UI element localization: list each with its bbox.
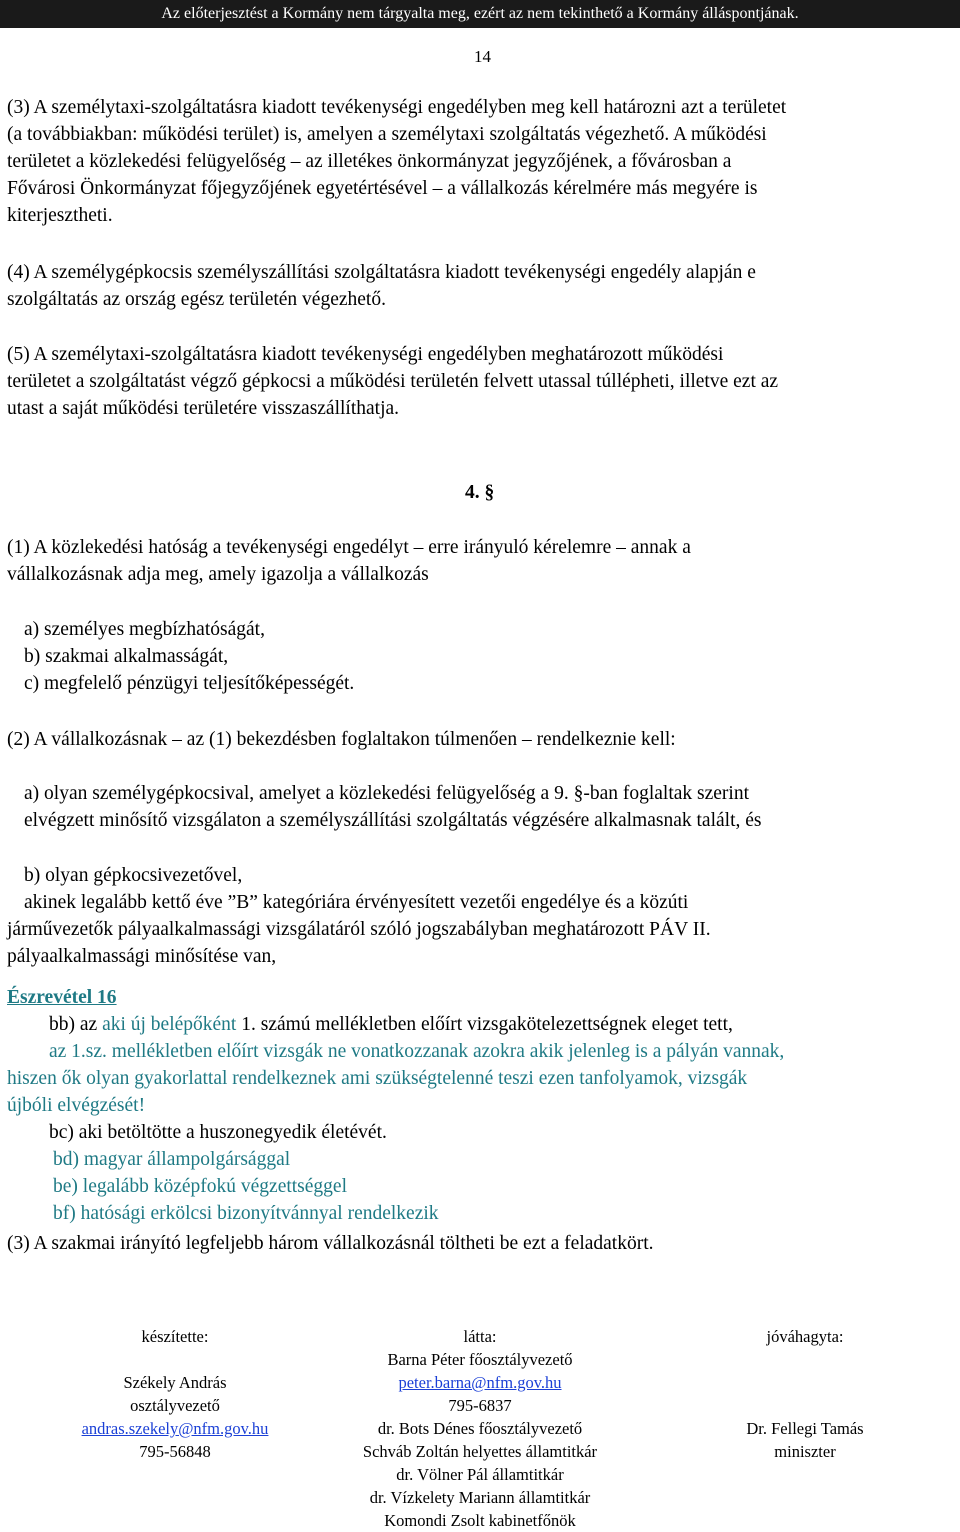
paragraph-4-3: (3) A szakmai irányító legfeljebb három vállalkozásnál töltheti be ezt a feladatkört. <box>7 1233 654 1254</box>
email-link[interactable]: andras.szekely@nfm.gov.hu <box>81 1419 269 1438</box>
paragraph-3-3: (3) A személytaxi-szolgáltatásra kiadott tevékenységi engedélyben meg kell határozni azt a területet (a továbbiakban: működési terület) is, amelyen a személytaxi szolgáltatás végezhető. A működési területet a közlekedési felügyelőség – az illetékes önkormányzat jegyzőjének, a fővárosban a Fővárosi Önkormányzat főjegyzőjének egyetértésével – a vállalkozás kérelmére más megyére is kiterjesztheti. <box>7 97 787 226</box>
item-b: b) olyan gépkocsivezetővel, akinek legalább kettő éve ”B” kategóriára érvényesített vezetői engedélye és a közúti járművezetők pályaalkalmassági vizsgálatáról szóló jogszabályban meghatározott PÁV II. pályaalkalmassági minősítése van, <box>7 865 711 967</box>
comment-block: Észrevétel 16 bb) az aki új belépőként 1. számú mellékletben előírt vizsgakötelezettségnek eleget tett, az 1.sz. mellékletben előírt vizsgák ne vonatkozzanak azokra akik jelenleg is a pályán vannak, hiszen ők olyan gyakorlattal rendelkeznek ami szükségtelenné teszi ezen tanfolyamok, vizsgák újbóli elvégzését! bc) aki betöltötte a huszonegyedik életévét. bd) magyar állampolgársággal be) legalább középfokú végzettséggel bf) hatósági erkölcsi bizonyítvánnyal rendelkezik <box>7 984 953 1227</box>
item-be: be) legalább középfokú végzettséggel <box>53 1176 347 1197</box>
item-bc: bc) aki betöltötte a huszonegyedik életévét. <box>49 1122 387 1143</box>
signature-prepared: készítette: Székely András osztályvezető andras.szekely@nfm.gov.hu 795-56848 <box>60 1325 290 1463</box>
paragraph-4-1: (1) A közlekedési hatóság a tevékenységi engedélyt – erre irányuló kérelemre – annak a vállalkozásnak adja meg, amely igazolja a vállalkozás <box>7 537 691 585</box>
list-item: c) megfelelő pénzügyi teljesítőképességét. <box>24 673 355 694</box>
signature-approved: jóváhagyta: Dr. Fellegi Tamás miniszter <box>746 1327 864 1461</box>
paragraph-4-2: (2) A vállalkozásnak – az (1) bekezdésben foglaltakon túlmenően – rendelkeznie kell: <box>7 729 676 750</box>
list-item: a) személyes megbízhatóságát, <box>24 619 265 640</box>
signature-seen: látta: Barna Péter főosztályvezető peter.barna@nfm.gov.hu 795-6837 dr. Bots Dénes főosztályvezető Schváb Zoltán helyettes államtitkár dr. Völner Pál államtitkár dr. Vízkelety Mariann államtitkár Komondi Zsolt kabinetfőnök <box>330 1325 630 1532</box>
item-bf: bf) hatósági erkölcsi bizonyítvánnyal rendelkezik <box>53 1203 439 1224</box>
item-a: a) olyan személygépkocsival, amelyet a közlekedési felügyelőség a 9. §-ban foglaltak szerint elvégzett minősítő vizsgálaton a személyszállítási szolgáltatás végzésére alkalmasnak talált, és <box>24 783 762 831</box>
item-bd: bd) magyar állampolgársággal <box>53 1149 291 1170</box>
paragraph-3-4: (4) A személygépkocsis személyszállítási szolgáltatásra kiadott tevékenységi engedély alapján e szolgáltatás az ország egész területén végezhető. <box>7 262 756 310</box>
section-heading-4: 4. § <box>465 482 495 503</box>
page-number: 14 <box>474 47 491 66</box>
comment-link[interactable]: Észrevétel 16 <box>7 987 117 1008</box>
list-abc <box>24 616 960 697</box>
item-bb: bb) az aki új belépőként 1. számú mellékletben előírt vizsgakötelezettségnek eleget tett, <box>49 1014 733 1035</box>
draft-disclaimer-banner: Az előterjesztést a Kormány nem tárgyalta meg, ezért az nem tekinthető a Kormány álláspontjának. <box>0 0 960 28</box>
list-item: b) szakmai alkalmasságát, <box>24 646 229 667</box>
email-link[interactable]: peter.barna@nfm.gov.hu <box>398 1373 562 1392</box>
paragraph-3-5: (5) A személytaxi-szolgáltatásra kiadott tevékenységi engedélyben meghatározott működési területet a szolgáltatást végző gépkocsi a működési területén felvett utassal túllépheti, illetve ezt az utast a saját működési területére visszaszállíthatja. <box>7 344 779 419</box>
